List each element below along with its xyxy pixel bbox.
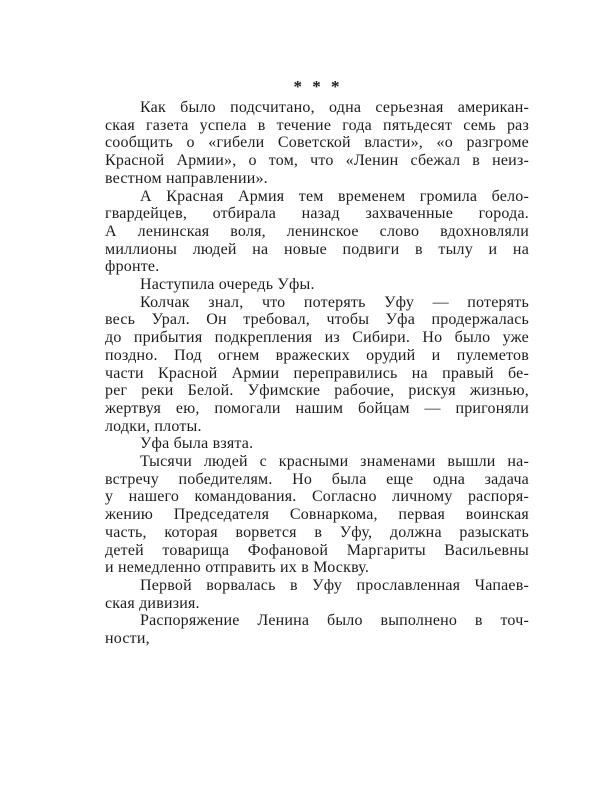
text-line: до прибытия подкрепления из Сибири. Но было уже [105, 329, 529, 347]
text-line: встречу победителям. Но была еще одна задача [105, 470, 529, 488]
text-line: ская дивизия. [105, 594, 200, 612]
text-line: поздно. Под огнем вражеских орудий и пулеметов [105, 346, 529, 364]
text-line: весь Урал. Он требовал, чтобы Уфа продержалась [105, 311, 529, 329]
text-line: жертвуя ею, помогали нашим бойцам — пригоняли [105, 399, 529, 417]
text-column [105, 78, 529, 648]
text-line: жению Председателя Совнаркома, первая воинская [105, 506, 529, 524]
text-line: вестном направлении». [105, 169, 268, 187]
text-line: Первой ворвалась в Уфу прославленная Чапаев- [140, 576, 529, 594]
text-line: ская газета успела в течение года пятьдесят семь раз [105, 116, 529, 134]
text-line: Наступила очередь Уфы. [140, 276, 315, 294]
text-line: Красной Армии», о том, что «Ленин сбежал в неиз- [105, 152, 529, 170]
text-line: лодки, плоты. [105, 417, 202, 435]
text-line: и немедленно отправить их в Москву. [105, 559, 370, 577]
text-line: Распоряжение Ленина было выполнено в точ- [140, 612, 529, 630]
text-line: Тысячи людей с красными знаменами вышли на- [140, 453, 529, 471]
text-line: детей товарища Фофановой Маргариты Васильевны [105, 541, 529, 559]
section-separator: * * * [293, 77, 341, 96]
text-line: части Красной Армии переправились на правый бе- [105, 364, 529, 382]
text-line: А ленинская воля, ленинское слово вдохновляли [105, 222, 529, 240]
text-line: Уфа была взята. [140, 435, 254, 453]
text-line: сообщить о «гибели Советской власти», «о разгроме [105, 134, 529, 152]
text-line: у нашего командования. Согласно личному распоря- [105, 488, 529, 506]
text-line: фронте. [105, 258, 160, 276]
text-line: Колчак знал, что потерять Уфу — потерять [140, 293, 529, 311]
text-line: Как было подсчитано, одна серьезная американ- [140, 99, 529, 116]
text-line: гвардейцев, отбирала назад захваченные города. [105, 205, 529, 223]
text-line: ности, [105, 630, 150, 648]
text-line: А Красная Армия тем временем громила бело- [140, 187, 529, 205]
text-line: часть, которая ворвется в Уфу, должна разыскать [105, 523, 529, 541]
text-line: рег реки Белой. Уфимские рабочие, рискуя жизнью, [105, 382, 529, 400]
text-line: миллионы людей на новые подвиги в тылу и на [105, 240, 529, 258]
